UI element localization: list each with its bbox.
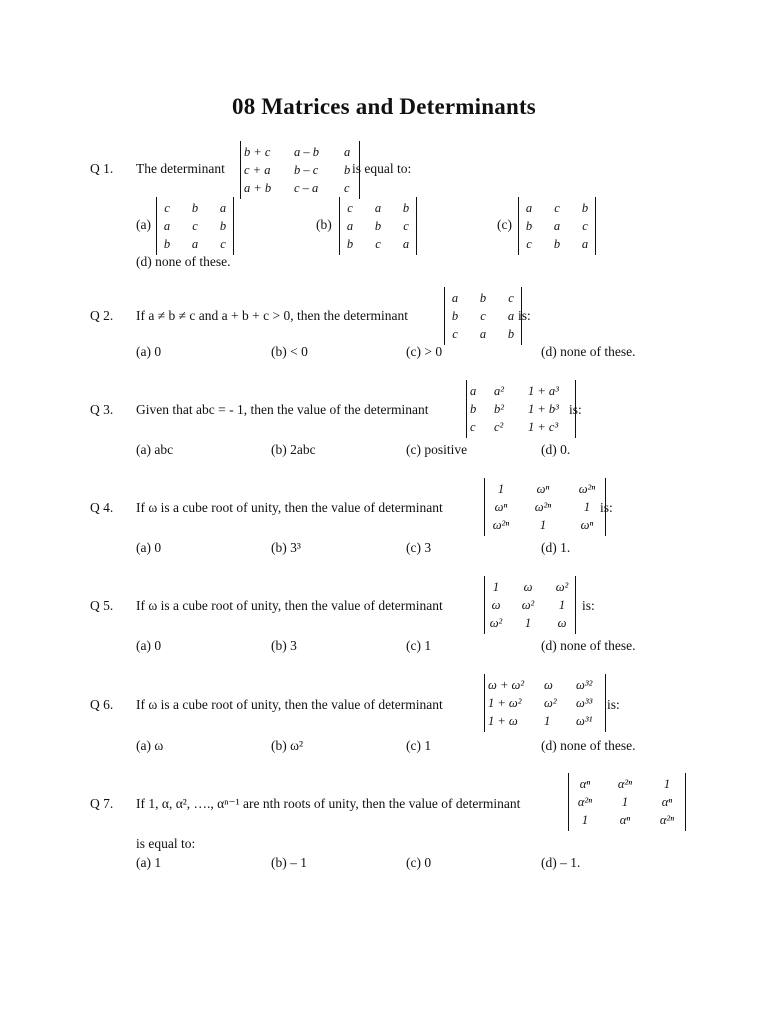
matrix-entry: a	[219, 201, 227, 215]
question-text: If 1, α, α², …., αⁿ⁻¹ are nth roots of unity, then the value of determinant	[136, 796, 521, 811]
option-b: (b) 2abc	[271, 442, 316, 457]
matrix-entry: 1 + c³	[528, 420, 559, 434]
option-a: (a) 1	[136, 855, 162, 870]
matrix-entry: 1	[492, 580, 500, 594]
question-number: Q 3.	[90, 402, 114, 417]
matrix-entry: b	[479, 291, 487, 305]
matrix-entry: a	[163, 219, 171, 233]
matrix-entry: c²	[494, 420, 504, 434]
matrix-entry: 1	[583, 500, 591, 514]
matrix-entry: c	[582, 219, 588, 233]
matrix-entry: b	[402, 201, 410, 215]
question-text-end: is equal to:	[352, 161, 412, 176]
matrix-entry: c + a	[244, 163, 271, 177]
question-text: If ω is a cube root of unity, then the value of determinant	[136, 697, 443, 712]
question-determinant	[484, 576, 576, 634]
matrix-entry: ω²	[555, 580, 569, 594]
matrix-entry: αⁿ	[619, 813, 631, 827]
matrix-entry: a	[479, 327, 487, 341]
matrix-entry: b	[553, 237, 561, 251]
question-text: If ω is a cube root of unity, then the value of determinant	[136, 598, 443, 613]
matrix-entry: b	[344, 163, 351, 177]
option-d: (d) 1.	[541, 540, 571, 555]
option-a: (a) 0	[136, 344, 162, 359]
question-text: If ω is a cube root of unity, then the value of determinant	[136, 500, 443, 515]
question-text: The determinant	[136, 161, 225, 176]
option-a: (a) abc	[136, 442, 174, 457]
option-a-label: (a)	[136, 217, 151, 232]
question-number: Q 6.	[90, 697, 114, 712]
matrix-entry: c – a	[294, 181, 319, 195]
matrix-entry: 1	[581, 813, 589, 827]
question-determinant	[484, 674, 606, 732]
matrix-entry: c	[192, 219, 198, 233]
option-b: (b) 3	[271, 638, 297, 653]
matrix-entry: ω	[544, 678, 553, 692]
question-text-end: is:	[607, 697, 620, 712]
matrix-entry: c	[470, 420, 476, 434]
question-determinant	[444, 287, 522, 345]
option-c-determinant	[518, 197, 596, 255]
matrix-entry: a	[191, 237, 199, 251]
matrix-entry: c	[164, 201, 170, 215]
matrix-entry: ω + ω²	[488, 678, 525, 692]
option-b: (b) < 0	[271, 344, 308, 359]
matrix-entry: c	[344, 181, 350, 195]
question-number: Q 2.	[90, 308, 114, 323]
matrix-entry: c	[554, 201, 560, 215]
matrix-entry: 1	[663, 777, 671, 791]
option-c: (c) 1	[406, 638, 432, 653]
matrix-entry: a	[553, 219, 561, 233]
matrix-entry: c	[508, 291, 514, 305]
question-text-end: is equal to:	[136, 836, 196, 851]
matrix-entry: α²ⁿ	[659, 813, 675, 827]
matrix-entry: 1 + a³	[528, 384, 559, 398]
page-title: 08 Matrices and Determinants	[232, 94, 536, 119]
matrix-entry: a²	[494, 384, 504, 398]
matrix-entry: α²ⁿ	[617, 777, 633, 791]
matrix-entry: a	[451, 291, 459, 305]
question-text-end: is:	[582, 598, 595, 613]
matrix-entry: αⁿ	[661, 795, 673, 809]
matrix-entry: ω³³	[576, 696, 593, 710]
matrix-entry: ωⁿ	[494, 500, 508, 514]
question-determinant	[568, 773, 686, 831]
matrix-entry: c	[220, 237, 226, 251]
question-text-end: is:	[600, 500, 613, 515]
matrix-entry: c	[403, 219, 409, 233]
matrix-entry: ω	[491, 598, 501, 612]
matrix-entry: 1 + b³	[528, 402, 559, 416]
matrix-entry: b	[346, 237, 354, 251]
matrix-entry: ωⁿ	[580, 518, 594, 532]
question-determinant	[466, 380, 576, 438]
option-c: (c) 1	[406, 738, 432, 753]
matrix-entry: b	[219, 219, 227, 233]
matrix-entry: b	[507, 327, 515, 341]
matrix-entry: 1	[544, 714, 551, 728]
option-d: (d) none of these.	[541, 638, 636, 653]
matrix-entry: ω²	[544, 696, 557, 710]
matrix-entry: ω²ⁿ	[534, 500, 552, 514]
matrix-entry: b	[163, 237, 171, 251]
matrix-entry: ω²	[489, 616, 503, 630]
matrix-entry: b	[191, 201, 199, 215]
matrix-entry: c	[452, 327, 458, 341]
option-a-determinant	[156, 197, 234, 255]
option-d: (d) none of these.	[541, 344, 636, 359]
option-b: (b) ω²	[271, 738, 304, 753]
question-determinant	[484, 478, 606, 536]
matrix-entry: ω²ⁿ	[492, 518, 510, 532]
matrix-entry: ω²ⁿ	[578, 482, 596, 496]
question-determinant	[240, 141, 360, 199]
matrix-entry: c	[375, 237, 381, 251]
matrix-entry: a – b	[294, 145, 319, 159]
matrix-entry: α²ⁿ	[577, 795, 593, 809]
option-c-label: (c)	[497, 217, 512, 232]
option-b: (b) – 1	[271, 855, 307, 870]
matrix-entry: c	[347, 201, 353, 215]
matrix-entry: b	[451, 309, 459, 323]
matrix-entry: a	[507, 309, 515, 323]
matrix-entry: a	[374, 201, 382, 215]
matrix-entry: a	[344, 145, 351, 159]
option-d: (d) none of these.	[541, 738, 636, 753]
matrix-entry: c	[526, 237, 532, 251]
question-number: Q 1.	[90, 161, 114, 176]
matrix-entry: a + b	[244, 181, 272, 195]
matrix-entry: αⁿ	[579, 777, 591, 791]
matrix-entry: ω³¹	[576, 714, 593, 728]
question-text-end: is:	[518, 308, 531, 323]
question-text-end: is:	[569, 402, 582, 417]
option-d: (d) – 1.	[541, 855, 581, 870]
matrix-entry: b – c	[294, 163, 319, 177]
matrix-entry: ω	[523, 580, 533, 594]
matrix-entry: ω	[557, 616, 567, 630]
option-a: (a) ω	[136, 738, 164, 753]
matrix-entry: 1	[621, 795, 629, 809]
option-a: (a) 0	[136, 540, 162, 555]
matrix-entry: b + c	[244, 145, 271, 159]
matrix-entry: ωⁿ	[536, 482, 550, 496]
matrix-entry: a	[402, 237, 410, 251]
matrix-entry: b²	[494, 402, 504, 416]
matrix-entry: ω³²	[576, 678, 593, 692]
option-d: (d) none of these.	[136, 254, 231, 269]
matrix-entry: b	[525, 219, 533, 233]
matrix-entry: 1	[558, 598, 566, 612]
matrix-entry: b	[470, 402, 477, 416]
question-number: Q 5.	[90, 598, 114, 613]
question-number: Q 7.	[90, 796, 114, 811]
matrix-entry: a	[346, 219, 354, 233]
matrix-entry: 1	[539, 518, 547, 532]
option-b-determinant	[339, 197, 417, 255]
matrix-entry: 1	[497, 482, 505, 496]
question-text: If a ≠ b ≠ c and a + b + c > 0, then the determinant	[136, 308, 408, 323]
matrix-entry: b	[581, 201, 589, 215]
option-c: (c) 3	[406, 540, 432, 555]
option-c: (c) 0	[406, 855, 432, 870]
matrix-entry: b	[374, 219, 382, 233]
option-b: (b) 3³	[271, 540, 301, 555]
matrix-entry: a	[470, 384, 477, 398]
option-d: (d) 0.	[541, 442, 571, 457]
option-b-label: (b)	[316, 217, 332, 232]
option-a: (a) 0	[136, 638, 162, 653]
question-text: Given that abc = - 1, then the value of the determinant	[136, 402, 429, 417]
matrix-entry: 1 + ω²	[488, 696, 522, 710]
option-c: (c) > 0	[406, 344, 443, 359]
matrix-entry: ω²	[521, 598, 535, 612]
matrix-entry: 1 + ω	[488, 714, 518, 728]
question-number: Q 4.	[90, 500, 114, 515]
matrix-entry: 1	[524, 616, 532, 630]
matrix-entry: a	[581, 237, 589, 251]
matrix-entry: a	[525, 201, 533, 215]
matrix-entry: c	[480, 309, 486, 323]
option-c: (c) positive	[406, 442, 468, 457]
